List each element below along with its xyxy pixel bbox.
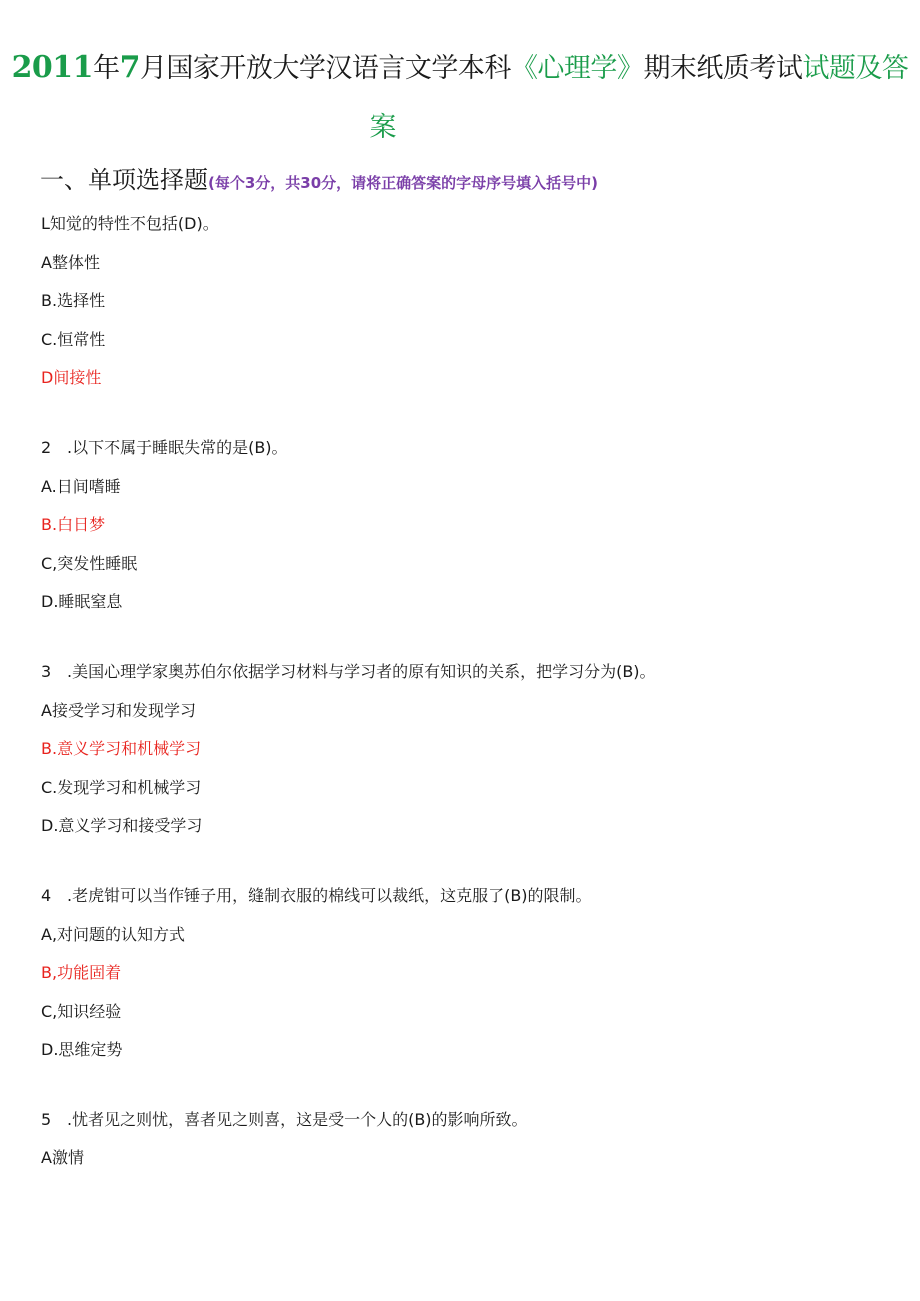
question-text: .忧者见之则忧，喜者见之则喜，这是受一个人的(B)的影响所致。 bbox=[67, 1109, 528, 1129]
answer-option: A整体性 bbox=[41, 252, 100, 272]
question-text: .美国心理学家奥苏伯尔依据学习材料与学习者的原有知识的关系，把学习分为(B)。 bbox=[67, 661, 656, 681]
question-spacer bbox=[41, 846, 901, 877]
answer-option: A,对问题的认知方式 bbox=[41, 924, 186, 944]
answer-option: A.日间嗜睡 bbox=[41, 476, 121, 496]
question-block bbox=[41, 653, 901, 846]
answer-option-correct: B.意义学习和机械学习 bbox=[41, 739, 202, 759]
answer-option: D.睡眠窒息 bbox=[41, 592, 123, 612]
question-number: 3 bbox=[41, 661, 52, 681]
question-stem bbox=[41, 205, 901, 244]
title-year: 2011 bbox=[11, 50, 94, 85]
answer-option: C,知识经验 bbox=[41, 1001, 122, 1021]
question-number: L bbox=[41, 214, 50, 233]
document-title bbox=[0, 48, 920, 89]
answer-option: B.选择性 bbox=[41, 291, 106, 311]
question-text: .老虎钳可以当作锤子用，缝制衣服的棉线可以裁纸，这克服了(B)的限制。 bbox=[67, 885, 592, 905]
question-spacer bbox=[41, 398, 901, 429]
title-line2: 案 bbox=[369, 112, 397, 143]
answer-option: D.意义学习和接受学习 bbox=[41, 816, 203, 836]
question-block bbox=[41, 877, 901, 1070]
question-stem bbox=[41, 1101, 901, 1140]
answer-option: A激情 bbox=[41, 1148, 84, 1168]
title-course: 《心理学》 bbox=[510, 53, 644, 84]
answer-option: A接受学习和发现学习 bbox=[41, 700, 196, 720]
question-text: .以下不属于睡眠失常的是(B)。 bbox=[67, 437, 288, 457]
answer-option: C.发现学习和机械学习 bbox=[41, 777, 202, 797]
answer-option-correct: D间接性 bbox=[41, 368, 102, 388]
question-spacer bbox=[41, 622, 901, 653]
title-part2: 月国家开放大学汉语言文学本科 bbox=[139, 53, 511, 84]
answer-option: D.思维定势 bbox=[41, 1040, 123, 1060]
question-block bbox=[41, 429, 901, 622]
answer-option: C,突发性睡眠 bbox=[41, 553, 138, 573]
answer-option: C.恒常性 bbox=[41, 329, 106, 349]
title-month: 7 bbox=[119, 50, 140, 85]
title-part3: 期末纸质考试 bbox=[643, 53, 803, 84]
answer-option-correct: B.白日梦 bbox=[41, 515, 106, 535]
title-part1: 年 bbox=[93, 53, 120, 84]
question-number: 2 bbox=[41, 437, 52, 457]
question-block bbox=[41, 1101, 901, 1178]
section-title: 一、单项选择题 bbox=[40, 166, 208, 194]
section-note: (每个3分，共30分，请将正确答案的字母序号填入括号中) bbox=[208, 174, 599, 192]
answer-option-correct: B,功能固着 bbox=[41, 963, 122, 983]
question-spacer bbox=[41, 1070, 901, 1101]
question-stem bbox=[41, 653, 901, 692]
question-number: 4 bbox=[41, 885, 52, 905]
section-heading bbox=[40, 160, 598, 195]
question-stem bbox=[41, 877, 901, 916]
question-block bbox=[41, 205, 901, 398]
title-part4: 试题及答 bbox=[802, 53, 909, 84]
question-text: 知觉的特性不包括(D)。 bbox=[49, 214, 219, 233]
question-number: 5 bbox=[41, 1109, 52, 1129]
question-list bbox=[41, 205, 901, 1178]
question-stem bbox=[41, 429, 901, 468]
